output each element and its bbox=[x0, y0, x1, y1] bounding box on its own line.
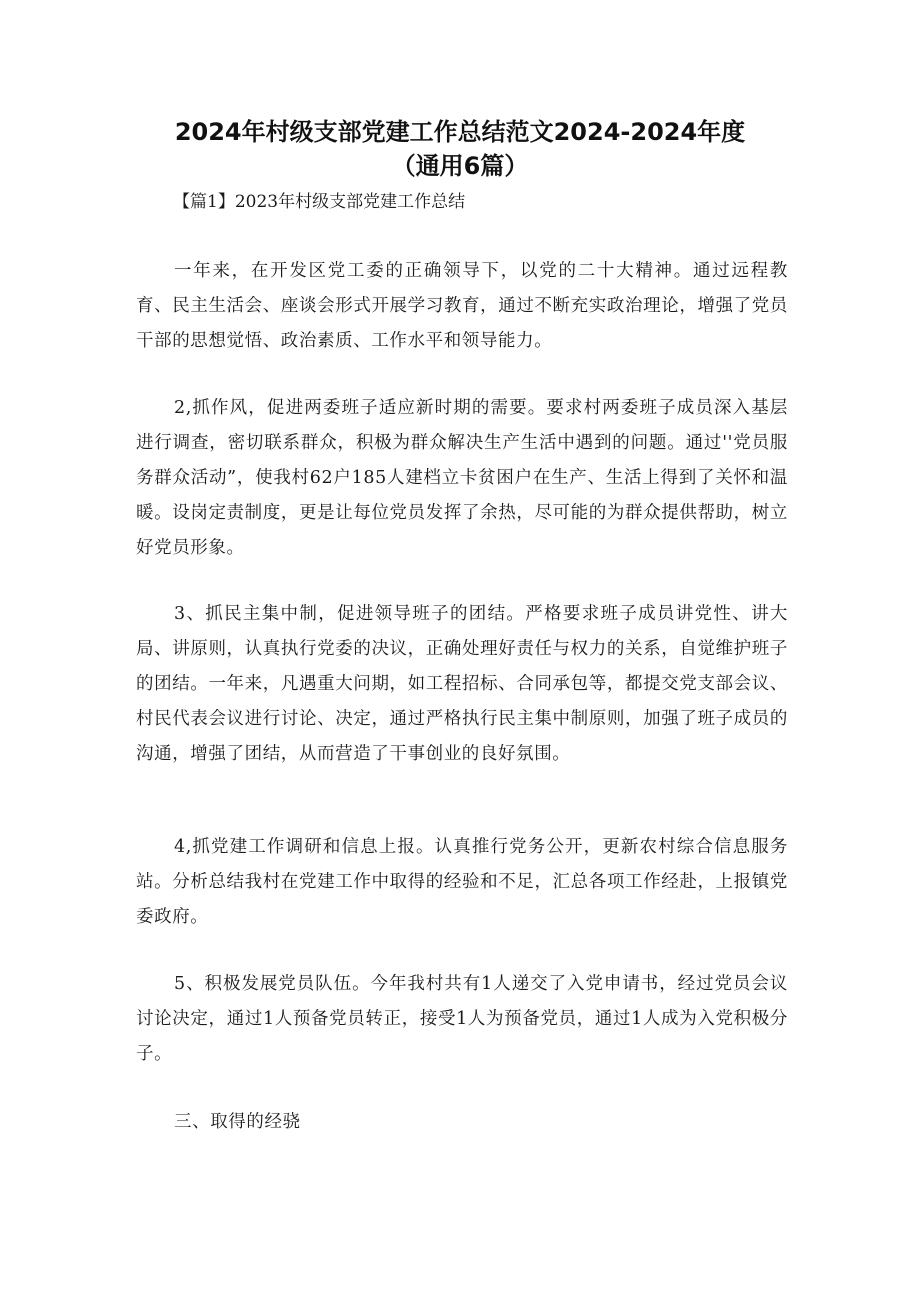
paragraph-work-style: 2,抓作风，促进两委班子适应新时期的需要。要求村两委班子成员深入基层进行调查，密切联系群众，积极为群众解决生产生活中遇到的问题。通过''党员服务群众活动”，使我村62户185人建档立卡贫困户在生产、生活上得到了关怀和温暖。设岗定责制度，更是让每位党员发挥了余热，尽可能的为群众提供帮助，树立好党员形象。 bbox=[136, 398, 788, 558]
document-title-line-2: （通用6篇） bbox=[391, 152, 529, 180]
document-title-line-1: 2024年村级支部党建工作总结范文2024-2024年度 bbox=[174, 118, 746, 146]
paragraph-research-reporting: 4,抓党建工作调研和信息上报。认真推行党务公开，更新农村综合信息服务站。分析总结我村在党建工作中取得的经验和不足，汇总各项工作经赴，上报镇党委政府。 bbox=[136, 837, 788, 927]
section-heading: 【篇1】2023年村级支部党建工作总结 bbox=[173, 192, 466, 212]
paragraph-section-three-heading: 三、取得的经骁 bbox=[174, 1112, 301, 1132]
paragraph-intro: 一年来，在开发区党工委的正确领导下，以党的二十大精神。通过远程教育、民主生活会、座谈会形式开展学习教育，通过不断充实政治理论，增强了党员干部的思想觉悟、政治素质、工作水平和领导能力。 bbox=[136, 261, 788, 351]
paragraph-member-development: 5、积极发展党员队伍。今年我村共有1人递交了入党申请书，经过党员会议讨论决定，通过1人预备党员转正，接受1人为预备党员，通过1人成为入党积极分子。 bbox=[136, 974, 788, 1064]
paragraph-democratic-centralism: 3、抓民主集中制，促进领导班子的团结。严格要求班子成员讲党性、讲大局、讲原则，认真执行党委的决议，正确处理好责任与权力的关系，自觉维护班子的团结。一年来，凡遇重大问期，如工程招标、合同承包等，都提交党支部会议、村民代表会议进行讨论、决定，通过严格执行民主集中制原则，加强了班子成员的沟通，增强了团结，从而营造了干事创业的良好氛围。 bbox=[136, 604, 788, 764]
